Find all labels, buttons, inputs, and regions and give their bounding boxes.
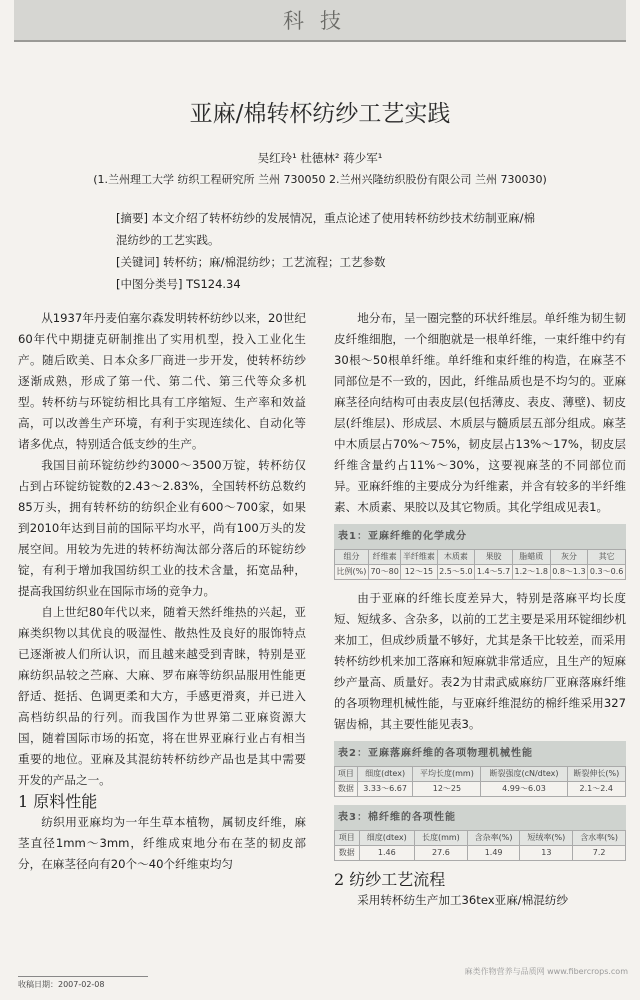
abstract: [摘要] 本文介绍了转杯纺纱的发展情况，重点论述了使用转杯纺纱技术纺制亚麻/棉混纺纱的工艺实践。 [116, 211, 535, 247]
section-heading: 2 纺纱工艺流程 [334, 870, 446, 889]
keywords: [关键词] 转杯纺；麻/棉混纺纱；工艺流程；工艺参数 [116, 255, 386, 269]
table-caption: 表2：亚麻落麻纤维的各项物理机械性能 [334, 741, 626, 766]
paragraph: 我国目前环锭纺纱约3000～3500万锭，转杯纺仅占到占环锭纺锭数的2.43～2.83%，全国转杯纺总数约85万头，拥有转杯纺的纺织企业有600～700家，如果到2010年达到目前的国际平均水平，尚有100万头的发展空间。用较为先进的转杯纺淘汰部分落后的环锭纺纱锭，有利于增加我国纺织工业的技术含量，拓宽品种，提高我国纺织业在国际市场的竞争力。 [18, 458, 306, 598]
affiliation: (1.兰州理工大学 纺织工程研究所 兰州 730050 2.兰州兴隆纺织股份有限公司 兰州 730030) [93, 173, 547, 186]
received-date: 收稿日期：2007-02-08 [18, 976, 148, 990]
abstract-block [116, 207, 536, 295]
paragraph: 自上世纪80年代以来，随着天然纤维热的兴起，亚麻类织物以其优良的吸湿性、散热性及良好的服饰特点已逐渐被人们所认识，而且越来越受到青睐，特别是亚麻纺织品较之苎麻、大麻、罗布麻等纺织品服用性能更舒适、挺括、色调更柔和大方，手感更滑爽，并已进入高档纺织品的行列。而我国作为世界第二亚麻资源大国，随着国际市场的拓宽，将在世界亚麻行业占有相当重要的地位。亚麻及其混纺转杯纺纱产品也是其中需要开发的产品之一。 [18, 605, 306, 787]
watermark: 麻类作物营养与品质网 www.fibercrops.com [464, 967, 628, 976]
header-band [14, 0, 626, 42]
data-table: 项目 细度(dtex) 长度(mm) 含杂率(%) 短绒率(%) 含水率(%) 数据 1.46 27.6 1.49 13 7.2 [334, 830, 626, 861]
section-label: 科技 [283, 9, 357, 33]
data-table: 项目 细度(dtex) 平均长度(mm) 断裂强度(cN/dtex) 断裂伸长(%) 数据 3.33～6.67 12～25 4.99～6.03 2.1～2.4 [334, 766, 626, 797]
article-title: 亚麻/棉转杯纺纱工艺实践 [189, 101, 451, 127]
table-caption: 表3：棉纤维的各项性能 [334, 805, 626, 830]
paragraph: 地分布，呈一圈完整的环状纤维层。单纤维为韧生韧皮纤维细胞，一个细胞就是一根单纤维，一束纤维中约有30根～50根单纤维。单纤维和束纤维的构造，在麻茎不同部位是不一致的，因此，纤维品质也是不均匀的。亚麻麻茎径向结构可由表皮层(包括薄皮、表皮、薄壁)、韧皮层(纤维层)、形成层、木质层与髓质层五部分组成。麻茎中木质层占70%～75%，韧皮层占13%～17%，韧皮层纤维含量约占11%～30%，这要视麻茎的不同部位而异。亚麻纤维的主要成分为纤维素，并含有较多的半纤维素、木质素、果胶以及其它物质。其化学组成见表1。 [334, 311, 626, 514]
left-column [18, 308, 306, 875]
authors: 吴红玲¹ 杜德林² 蒋少军¹ [257, 151, 383, 165]
section-heading: 1 原料性能 [18, 792, 98, 811]
table-3 [334, 805, 626, 861]
paragraph: 采用转杯纺生产加工36tex亚麻/棉混纺纱 [357, 893, 569, 907]
data-table: 组分 纤维素 半纤维素 木质素 果胶 脂蜡质 灰分 其它 比例(%) 70～80 12～15 2.5～5.0 1.4～5.7 1.2～1.8 0.8～1.3 0.3～0.6 [334, 549, 626, 580]
table-1 [334, 524, 626, 580]
paragraph: 由于亚麻的纤维长度差异大，特别是落麻平均长度短、短绒多、含杂多，以前的工艺主要是采用环锭细纱机来加工，但成纱质量不够好，尤其是条干比较差，而采用转杯纺纱机来加工落麻和短麻就非常适应，且生产的短麻纱产量高、质量好。表2为甘肃武威麻纺厂亚麻落麻纤维的各项物理机械性能，与亚麻纤维混纺的棉纤维采用327锯齿棉，其主要性能见表3。 [334, 591, 626, 731]
paragraph: 纺织用亚麻均为一年生草本植物，属韧皮纤维，麻茎直径1mm～3mm，纤维成束地分布在茎的韧皮部分，在麻茎径向有20个～40个纤维束均匀 [18, 815, 306, 871]
classification: [中图分类号] TS124.34 [116, 277, 241, 291]
table-2 [334, 741, 626, 797]
right-column [334, 308, 626, 911]
paragraph: 从1937年丹麦伯塞尔森发明转杯纺纱以来，20世纪60年代中期捷克研制推出了实用机型，投入工业化生产。随后欧美、日本众多厂商进一步开发，使转杯纺纱逐渐成熟，形成了第一代、第二代、第三代等众多机型。转杯纺与环锭纺相比具有工序缩短、生产率和效益高，可以改善生产环境，有利于实现连续化、自动化等诸多优点，特别适合低支纱的生产。 [18, 311, 306, 451]
table-caption: 表1：亚麻纤维的化学成分 [334, 524, 626, 549]
